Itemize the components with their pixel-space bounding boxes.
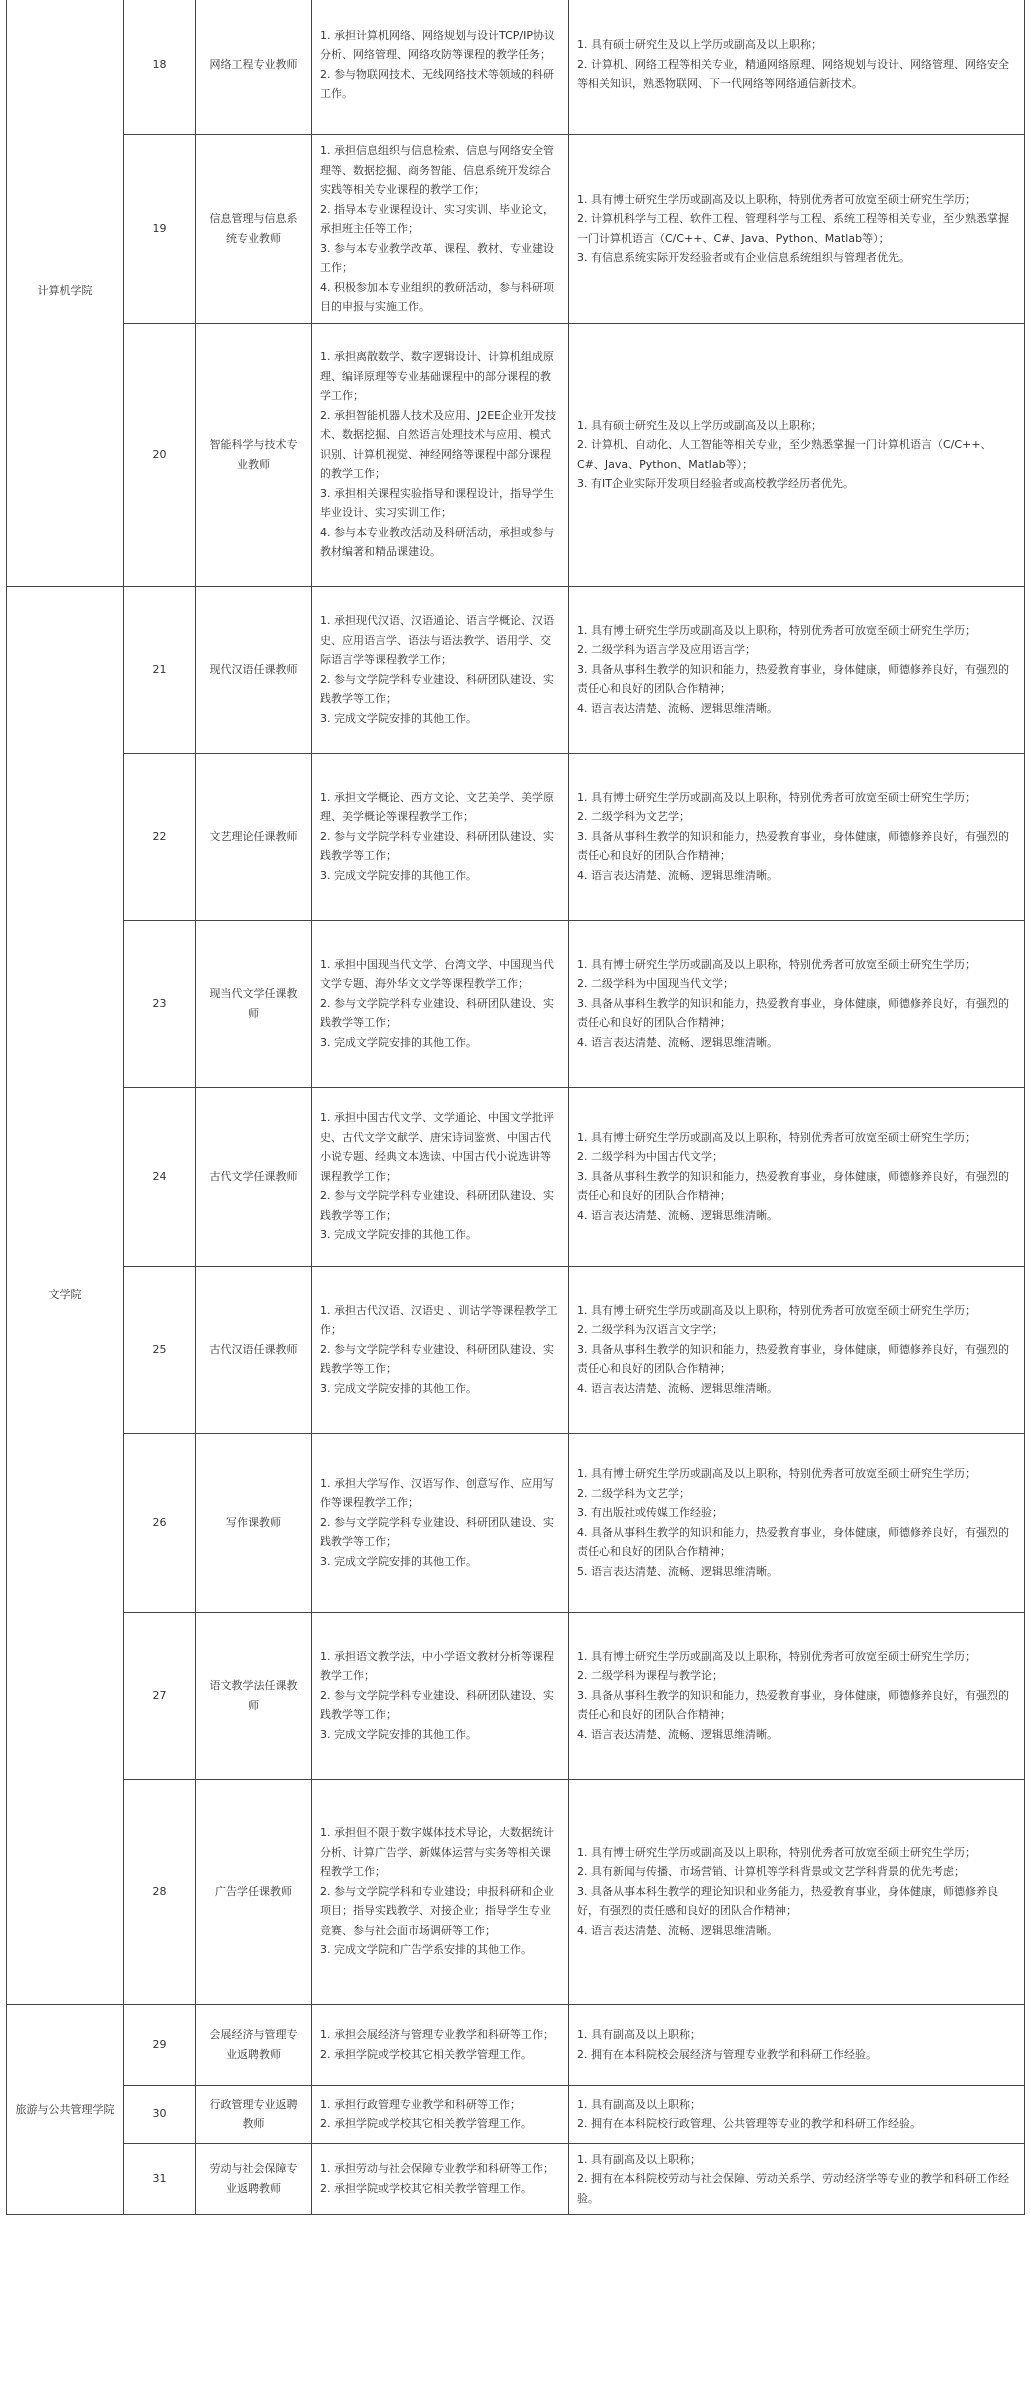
table-row: [7, 920, 1025, 1087]
duty-item: 2. 参与文学院学科专业建设、科研团队建设、实践教学等工作；: [320, 1515, 554, 1549]
duties-cell: [312, 1612, 569, 1779]
table-row: [7, 1612, 1025, 1779]
post-name-cell: 古代汉语任课教师: [196, 1266, 312, 1433]
requirement-item: 3. 有出版社或传媒工作经验；: [577, 1506, 723, 1519]
requirement-item: 1. 具有博士研究生学历或副高及以上职称，特别优秀者可放宽至硕士研究生学历；: [577, 623, 976, 637]
table-row: [7, 2085, 1025, 2143]
duty-item: 1. 承担文学概论、西方文论、文艺美学、美学原理、美学概论等课程教学工作；: [320, 790, 554, 824]
duty-item: 2. 参与文学院学科专业建设、科研团队建设、实践教学等工作；: [320, 1189, 554, 1222]
requirement-item: 1. 具有博士研究生学历或副高及以上职称，特别优秀者可放宽至硕士研究生学历；: [577, 1845, 976, 1859]
requirement-item: 4. 具备从事科生教学的知识和能力，热爱教育事业，身体健康，师德修养良好，有强烈的责任心和良好的团队合作精神；: [577, 1525, 1009, 1558]
requirement-item: 4. 语言表达清楚、流畅、逻辑思维清晰。: [577, 701, 778, 715]
table-row: [7, 323, 1025, 586]
duty-item: 1. 承担离散数学、数字逻辑设计、计算机组成原理、编译原理等专业基础课程中的部分课程的教学工作；: [320, 350, 554, 403]
table-row: [7, 1433, 1025, 1612]
duty-item: 3. 完成文学院安排的其他工作。: [320, 711, 477, 725]
requirement-item: 1. 具有副高及以上职称；: [577, 2152, 701, 2166]
post-name-cell: 智能科学与技术专业教师: [196, 323, 312, 586]
duty-item: 2. 承担学院或学校其它相关教学管理工作。: [320, 2181, 532, 2195]
table-row: [7, 0, 1025, 135]
duty-item: 3. 完成文学院和广告学系安排的其他工作。: [320, 1943, 532, 1957]
requirement-item: 4. 语言表达清楚、流畅、逻辑思维清晰。: [577, 1035, 778, 1049]
duty-item: 1. 承担古代汉语、汉语史 、训诂学等课程教学工作；: [320, 1303, 558, 1337]
post-number-cell: 19: [124, 135, 196, 324]
duties-cell: [312, 1266, 569, 1433]
table-row: [7, 2143, 1025, 2215]
table-row: [7, 753, 1025, 920]
duties-cell: [312, 0, 569, 135]
requirement-item: 3. 具备从事科生教学的知识和能力，热爱教育事业，身体健康，师德修养良好，有强烈的责任心和良好的团队合作精神；: [577, 1688, 1009, 1722]
requirement-item: 3. 具备从事科生教学的知识和能力，热爱教育事业，身体健康，师德修养良好，有强烈的责任心和良好的团队合作精神；: [577, 662, 1009, 696]
duty-item: 1. 承担语文教学法，中小学语文教材分析等课程教学工作；: [320, 1649, 554, 1683]
duty-item: 1. 承担劳动与社会保障专业教学和科研等工作；: [320, 2162, 554, 2176]
duty-item: 1. 承担信息组织与信息检索、信息与网络安全管理等、数据挖掘、商务智能、信息系统开发综合实践等相关专业课程的教学工作；: [320, 144, 554, 196]
requirement-item: 1. 具有博士研究生学历或副高及以上职称，特别优秀者可放宽至硕士研究生学历；: [577, 192, 976, 206]
duty-item: 1. 承担现代汉语、汉语通论、语言学概论、汉语史、应用语言学、语法与语法教学、语用学、交际语言学等课程教学工作；: [320, 614, 554, 666]
duties-cell: [312, 1779, 569, 2004]
requirement-item: 1. 具有博士研究生学历或副高及以上职称，特别优秀者可放宽至硕士研究生学历；: [577, 1467, 976, 1480]
post-name-cell: 写作课教师: [196, 1433, 312, 1612]
requirement-item: 2. 计算机、自动化、人工智能等相关专业，至少熟悉掌握一门计算机语言（C/C++、C#、Java、Python、Matlab等）；: [577, 438, 992, 471]
requirement-item: 1. 具有副高及以上职称；: [577, 2028, 701, 2041]
requirement-item: 1. 具有博士研究生学历或副高及以上职称，特别优秀者可放宽至硕士研究生学历；: [577, 957, 976, 971]
duties-cell: [312, 323, 569, 586]
duty-item: 2. 参与文学院学科专业建设、科研团队建设、实践教学等工作；: [320, 829, 554, 863]
post-name-cell: 古代文学任课教师: [196, 1087, 312, 1266]
post-name-cell: 现当代文学任课教师: [196, 920, 312, 1087]
duties-cell: [312, 920, 569, 1087]
duties-cell: [312, 135, 569, 324]
duty-item: 3. 完成文学院安排的其他工作。: [320, 868, 477, 882]
requirement-item: 4. 语言表达清楚、流畅、逻辑思维清晰。: [577, 1923, 778, 1937]
requirements-cell: [569, 323, 1025, 586]
requirement-item: 2. 拥有在本科院校行政管理、公共管理等专业的教学和科研工作经验。: [577, 2117, 921, 2130]
duties-cell: [312, 753, 569, 920]
requirement-item: 1. 具有硕士研究生及以上学历或副高及以上职称；: [577, 38, 822, 52]
post-number-cell: 20: [124, 323, 196, 586]
requirement-item: 1. 具有副高及以上职称；: [577, 2097, 701, 2111]
post-number-cell: 25: [124, 1266, 196, 1433]
requirements-cell: [569, 586, 1025, 753]
requirement-item: 4. 语言表达清楚、流畅、逻辑思维清晰。: [577, 1208, 778, 1222]
college-cell: 计算机学院: [7, 0, 124, 586]
post-name-cell: 网络工程专业教师: [196, 0, 312, 135]
requirements-cell: [569, 1612, 1025, 1779]
post-number-cell: 24: [124, 1087, 196, 1266]
requirement-item: 1. 具有博士研究生学历或副高及以上职称，特别优秀者可放宽至硕士研究生学历；: [577, 790, 976, 804]
post-number-cell: 29: [124, 2004, 196, 2085]
requirements-cell: [569, 0, 1025, 135]
duty-item: 3. 完成文学院安排的其他工作。: [320, 1381, 477, 1395]
post-number-cell: 28: [124, 1779, 196, 2004]
duty-item: 4. 积极参加本专业组织的教研活动，参与科研项目的申报与实施工作。: [320, 280, 554, 313]
post-name-cell: 会展经济与管理专业返聘教师: [196, 2004, 312, 2085]
requirements-cell: [569, 1087, 1025, 1266]
requirements-cell: [569, 1433, 1025, 1612]
requirement-item: 3. 有信息系统实际开发经验者或有企业信息系统组织与管理者优先。: [577, 251, 910, 265]
requirements-cell: [569, 1266, 1025, 1433]
duties-cell: [312, 2004, 569, 2085]
post-name-cell: 广告学任课教师: [196, 1779, 312, 2004]
duty-item: 2. 参与物联网技术、无线网络技术等领域的科研工作。: [320, 67, 554, 100]
duty-item: 1. 承担中国现当代文学、台湾文学、中国现当代文学专题、海外华文文学等课程教学工作；: [320, 957, 554, 991]
requirement-item: 2. 具有新闻与传播、市场营销、计算机等学科背景或文艺学科背景的优先考虑；: [577, 1865, 965, 1879]
college-cell: 旅游与公共管理学院: [7, 2004, 124, 2215]
table-row: [7, 2004, 1025, 2085]
duty-item: 2. 参与文学院学科和专业建设；申报科研和企业项目；指导实践教学、对接企业；指导学生专业竞赛、参与社会面市场调研等工作；: [320, 1884, 554, 1937]
table-row: [7, 1266, 1025, 1433]
post-name-cell: 劳动与社会保障专业返聘教师: [196, 2143, 312, 2215]
requirement-item: 2. 计算机科学与工程、软件工程、管理科学与工程、系统工程等相关专业，至少熟悉掌握一门计算机语言（C/C++、C#、Java、Python、Matlab等）；: [577, 212, 1009, 245]
requirement-item: 2. 二级学科为语言学及应用语言学；: [577, 643, 756, 657]
duties-cell: [312, 2085, 569, 2143]
requirement-item: 4. 语言表达清楚、流畅、逻辑思维清晰。: [577, 868, 778, 882]
post-name-cell: 语文教学法任课教师: [196, 1612, 312, 1779]
duty-item: 2. 参与文学院学科专业建设、科研团队建设、实践教学等工作；: [320, 1688, 554, 1722]
post-number-cell: 26: [124, 1433, 196, 1612]
requirement-item: 1. 具有博士研究生学历或副高及以上职称，特别优秀者可放宽至硕士研究生学历；: [577, 1303, 976, 1317]
requirement-item: 2. 二级学科为课程与教学论；: [577, 1669, 723, 1683]
duties-cell: [312, 1087, 569, 1266]
duty-item: 2. 承担学院或学校其它相关教学管理工作。: [320, 2117, 532, 2130]
duty-item: 3. 完成文学院安排的其他工作。: [320, 1554, 477, 1568]
requirements-cell: [569, 753, 1025, 920]
requirement-item: 2. 二级学科为中国古代文学；: [577, 1150, 723, 1164]
table-row: [7, 586, 1025, 753]
duty-item: 1. 承担中国古代文学、文学通论、中国文学批评史、古代文学文献学、唐宋诗词鉴赏、中国古代小说专题、经典文本选读、中国古代小说选讲等课程教学工作；: [320, 1111, 554, 1183]
table-row: [7, 1779, 1025, 2004]
requirements-cell: [569, 135, 1025, 324]
duty-item: 2. 指导本专业课程设计、实习实训、毕业论文，承担班主任等工作；: [320, 202, 554, 235]
duty-item: 3. 参与本专业教学改革、课程、教材、专业建设工作；: [320, 241, 554, 274]
post-number-cell: 30: [124, 2085, 196, 2143]
requirement-item: 2. 二级学科为汉语言文字学；: [577, 1323, 723, 1337]
requirement-item: 1. 具有硕士研究生及以上学历或副高及以上职称；: [577, 418, 822, 432]
requirement-item: 1. 具有博士研究生学历或副高及以上职称，特别优秀者可放宽至硕士研究生学历；: [577, 1649, 976, 1663]
duty-item: 4. 参与本专业教改活动及科研活动，承担或参与教材编著和精品课建设。: [320, 525, 554, 559]
requirements-cell: [569, 2085, 1025, 2143]
duty-item: 2. 承担智能机器人技术及应用、J2EE企业开发技术、数据挖掘、自然语言处理技术与应用、模式识别、计算机视觉、神经网络等课程中部分课程的教学工作；: [320, 408, 557, 481]
post-name-cell: 文艺理论任课教师: [196, 753, 312, 920]
duty-item: 3. 完成文学院安排的其他工作。: [320, 1727, 477, 1741]
requirement-item: 3. 具备从事科生教学的知识和能力，热爱教育事业，身体健康，师德修养良好，有强烈的责任心和良好的团队合作精神；: [577, 829, 1009, 863]
requirements-cell: [569, 1779, 1025, 2004]
duty-item: 1. 承担会展经济与管理专业教学和科研等工作；: [320, 2028, 554, 2041]
duty-item: 2. 承担学院或学校其它相关教学管理工作。: [320, 2047, 532, 2061]
post-name-cell: 行政管理专业返聘教师: [196, 2085, 312, 2143]
requirements-cell: [569, 2143, 1025, 2215]
requirement-item: 2. 计算机、网络工程等相关专业，精通网络原理、网络规划与设计、网络管理、网络安全等相关知识，熟悉物联网、下一代网络等网络通信新技术。: [577, 57, 1009, 91]
duty-item: 3. 承担相关课程实验指导和课程设计，指导学生毕业设计、实习实训工作；: [320, 486, 554, 520]
duties-cell: [312, 2143, 569, 2215]
requirement-item: 2. 拥有在本科院校会展经济与管理专业教学和科研工作经验。: [577, 2047, 877, 2061]
requirement-item: 1. 具有博士研究生学历或副高及以上职称，特别优秀者可放宽至硕士研究生学历；: [577, 1130, 976, 1144]
duty-item: 3. 完成文学院安排的其他工作。: [320, 1228, 477, 1242]
duty-item: 3. 完成文学院安排的其他工作。: [320, 1035, 477, 1049]
duty-item: 2. 参与文学院学科专业建设、科研团队建设、实践教学等工作；: [320, 672, 554, 705]
duty-item: 1. 承担计算机网络、网络规划与设计TCP/IP协议分析、网络管理、网络攻防等课程的教学任务；: [320, 28, 555, 61]
requirement-item: 2. 二级学科为文艺学；: [577, 1486, 690, 1500]
post-number-cell: 27: [124, 1612, 196, 1779]
requirement-item: 3. 具备从事科生教学的知识和能力，热爱教育事业，身体健康，师德修养良好，有强烈的责任心和良好的团队合作精神；: [577, 996, 1009, 1030]
requirement-item: 3. 有IT企业实际开发项目经验者或高校教学经历者优先。: [577, 477, 854, 490]
table-row: [7, 135, 1025, 324]
duty-item: 1. 承担但不限于数字媒体技术导论，大数据统计分析、计算广告学、新媒体运营与实务等相关课程教学工作；: [320, 1826, 554, 1879]
recruitment-table: [6, 0, 1025, 2215]
duty-item: 1. 承担大学写作、汉语写作、创意写作、应用写作等课程教学工作；: [320, 1476, 554, 1510]
duties-cell: [312, 1433, 569, 1612]
duty-item: 2. 参与文学院学科专业建设、科研团队建设、实践教学等工作；: [320, 996, 554, 1030]
duties-cell: [312, 586, 569, 753]
post-number-cell: 22: [124, 753, 196, 920]
post-number-cell: 31: [124, 2143, 196, 2215]
duty-item: 2. 参与文学院学科专业建设、科研团队建设、实践教学等工作；: [320, 1342, 554, 1376]
requirement-item: 2. 二级学科为中国现当代文学；: [577, 977, 734, 991]
requirement-item: 5. 语言表达清楚、流畅、逻辑思维清晰。: [577, 1564, 778, 1578]
post-number-cell: 21: [124, 586, 196, 753]
college-cell: 文学院: [7, 586, 124, 2004]
requirements-cell: [569, 920, 1025, 1087]
post-number-cell: 18: [124, 0, 196, 135]
post-name-cell: 信息管理与信息系统专业教师: [196, 135, 312, 324]
post-name-cell: 现代汉语任课教师: [196, 586, 312, 753]
requirement-item: 3. 具备从事科生教学的知识和能力，热爱教育事业，身体健康，师德修养良好，有强烈的责任心和良好的团队合作精神；: [577, 1342, 1009, 1376]
requirement-item: 2. 拥有在本科院校劳动与社会保障、劳动关系学、劳动经济学等专业的教学和科研工作经验。: [577, 2172, 1009, 2205]
requirement-item: 2. 二级学科为文艺学；: [577, 810, 690, 824]
requirement-item: 4. 语言表达清楚、流畅、逻辑思维清晰。: [577, 1381, 778, 1395]
requirement-item: 4. 语言表达清楚、流畅、逻辑思维清晰。: [577, 1727, 778, 1741]
table-row: [7, 1087, 1025, 1266]
recruitment-table-body: [7, 0, 1025, 2215]
duty-item: 1. 承担行政管理专业教学和科研等工作；: [320, 2097, 521, 2111]
requirement-item: 3. 具备从事科生教学的知识和能力，热爱教育事业，身体健康，师德修养良好，有强烈的责任心和良好的团队合作精神；: [577, 1169, 1009, 1203]
requirements-cell: [569, 2004, 1025, 2085]
post-number-cell: 23: [124, 920, 196, 1087]
requirement-item: 3. 具备从事本科生教学的理论知识和业务能力，热爱教育事业，身体健康，师德修养良好，有强烈的责任感和良好的团队合作精神；: [577, 1884, 998, 1918]
